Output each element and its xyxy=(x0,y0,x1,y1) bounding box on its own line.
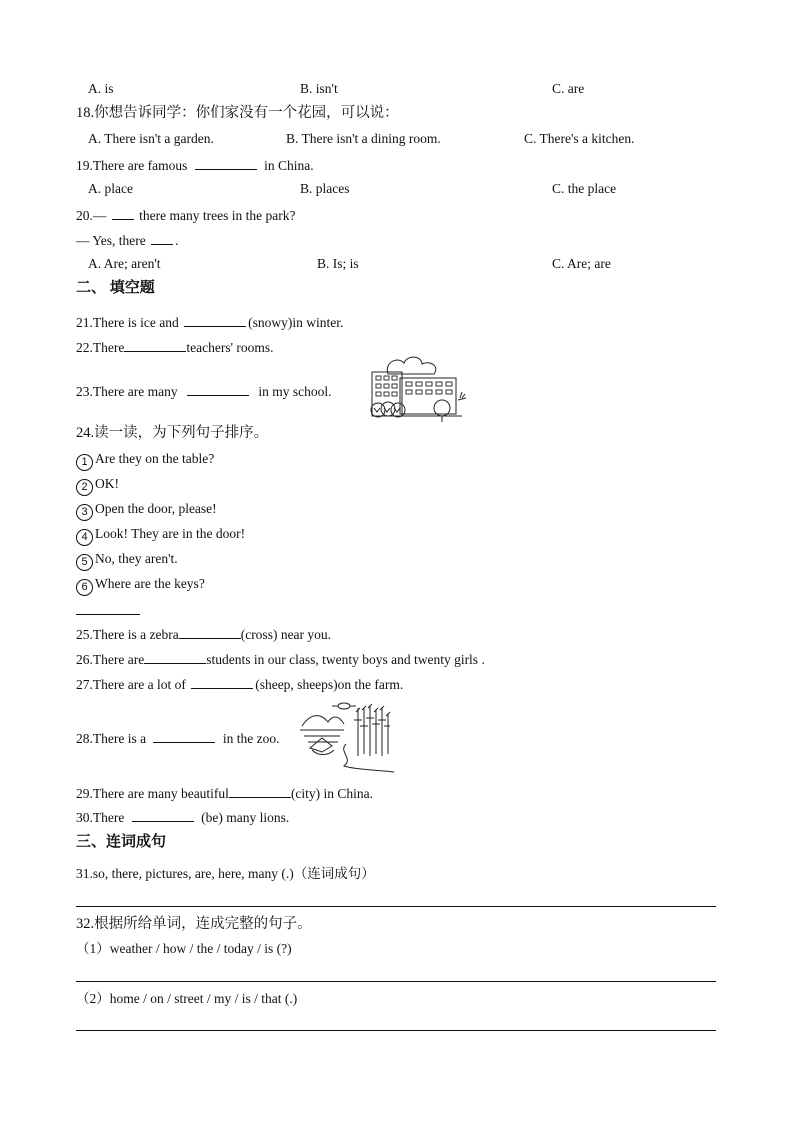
q27-pre: 27.There are a lot of xyxy=(76,677,186,692)
q24-item-number: 4 xyxy=(76,529,93,546)
q21-pre: 21.There is ice and xyxy=(76,315,179,330)
q22-blank[interactable] xyxy=(124,337,186,352)
q18-stem: 18.你想告诉同学：你们家没有一个花园，可以说： xyxy=(76,105,399,121)
q19-blank[interactable] xyxy=(195,155,257,170)
q17-option-b: B. isn't xyxy=(300,81,338,96)
q30-blank[interactable] xyxy=(132,807,194,822)
q24-item-text: Where are the keys? xyxy=(95,576,205,591)
q30-pre: 30.There xyxy=(76,810,125,825)
q28 xyxy=(76,728,279,748)
q24-item-5 xyxy=(76,550,178,571)
section-3-heading: 三、连词成句 xyxy=(76,834,167,850)
q23-blank[interactable] xyxy=(187,381,249,396)
q26-blank[interactable] xyxy=(144,649,206,664)
q23 xyxy=(76,381,331,401)
q25 xyxy=(76,624,331,644)
q21-post: (snowy)in winter. xyxy=(248,315,344,330)
q27-post: (sheep, sheeps)on the farm. xyxy=(255,677,404,692)
q17-option-c: C. are xyxy=(552,81,585,96)
q32-stem: 32.根据所给单词，连成完整的句子。 xyxy=(76,916,312,932)
q26 xyxy=(76,649,485,669)
q20-line1-post: there many trees in the park? xyxy=(139,208,296,223)
q23-post: in my school. xyxy=(258,384,332,399)
q24-item-text: No, they aren't. xyxy=(95,551,178,566)
q19-option-c: C. the place xyxy=(552,181,617,196)
q24-item-1 xyxy=(76,450,214,471)
q20-line2 xyxy=(76,230,179,250)
q20-blank-1[interactable] xyxy=(112,205,134,220)
q24-item-text: Open the door, please! xyxy=(95,501,217,516)
q24-item-text: Look! They are in the door! xyxy=(95,526,246,541)
q25-blank[interactable] xyxy=(179,624,241,639)
q32-part-2: （2）home / on / street / my / is / that (.) xyxy=(76,991,298,1006)
q24-item-number: 3 xyxy=(76,504,93,521)
q24-stem: 24.读一读，为下列句子排序。 xyxy=(76,425,269,441)
zoo-pond-illustration xyxy=(298,696,398,776)
q19-option-b: B. places xyxy=(300,181,350,196)
q21 xyxy=(76,312,343,332)
q19-stem-pre: 19.There are famous xyxy=(76,158,188,173)
q21-blank[interactable] xyxy=(184,312,246,327)
q20-option-a: A. Are; aren't xyxy=(88,256,161,271)
q28-pre: 28.There is a xyxy=(76,731,147,746)
q30 xyxy=(76,807,289,827)
q32-part-2-answer-line[interactable] xyxy=(76,1030,716,1031)
q20-line2-post: . xyxy=(175,233,179,248)
q29-pre: 29.There are many beautiful xyxy=(76,786,229,801)
section-2-heading: 二、 填空题 xyxy=(76,280,155,296)
q20-line2-pre: — Yes, there xyxy=(76,233,146,248)
q25-post: (cross) near you. xyxy=(240,627,332,642)
q20-blank-2[interactable] xyxy=(151,230,173,245)
q29 xyxy=(76,783,373,803)
q22 xyxy=(76,337,274,357)
school-building-illustration xyxy=(358,354,470,424)
q19-option-a: A. place xyxy=(88,181,133,196)
q23-pre: 23.There are many xyxy=(76,384,178,399)
q22-post: teachers' rooms. xyxy=(186,340,274,355)
q27 xyxy=(76,674,403,694)
q20-option-b: B. Is; is xyxy=(317,256,359,271)
q26-pre: 26.There are xyxy=(76,652,145,667)
q24-item-6 xyxy=(76,575,205,596)
q31: 31.so, there, pictures, are, here, many (.)（连词成句） xyxy=(76,866,375,881)
q24-item-2 xyxy=(76,475,119,496)
q19-stem-post: in China. xyxy=(264,158,314,173)
q29-post: (city) in China. xyxy=(290,786,374,801)
q24-answer-blank[interactable] xyxy=(76,614,140,615)
q24-item-3 xyxy=(76,500,217,521)
q19-stem xyxy=(76,155,314,175)
q24-item-number: 6 xyxy=(76,579,93,596)
q29-blank[interactable] xyxy=(229,783,291,798)
q31-answer-line[interactable] xyxy=(76,906,716,907)
q24-item-number: 5 xyxy=(76,554,93,571)
q27-blank[interactable] xyxy=(191,674,253,689)
q24-item-text: Are they on the table? xyxy=(95,451,215,466)
q20-line1-pre: 20.— xyxy=(76,208,107,223)
q28-post: in the zoo. xyxy=(222,731,280,746)
q30-post: (be) many lions. xyxy=(201,810,290,825)
q32-part-1: （1）weather / how / the / today / is (?) xyxy=(76,941,292,956)
q20-option-c: C. Are; are xyxy=(552,256,611,271)
q25-pre: 25.There is a zebra xyxy=(76,627,179,642)
q28-blank[interactable] xyxy=(153,728,215,743)
q17-option-a: A. is xyxy=(88,81,114,96)
q18-option-a: A. There isn't a garden. xyxy=(88,131,214,146)
q24-item-number: 2 xyxy=(76,479,93,496)
q18-option-b: B. There isn't a dining room. xyxy=(286,131,441,146)
q18-option-c: C. There's a kitchen. xyxy=(524,131,635,146)
q22-pre: 22.There xyxy=(76,340,125,355)
q32-part-1-answer-line[interactable] xyxy=(76,981,716,982)
q26-post: students in our class, twenty boys and twenty girls . xyxy=(206,652,485,667)
q24-item-4 xyxy=(76,525,245,546)
q20-line1 xyxy=(76,205,295,225)
q24-item-text: OK! xyxy=(95,476,119,491)
q24-item-number: 1 xyxy=(76,454,93,471)
